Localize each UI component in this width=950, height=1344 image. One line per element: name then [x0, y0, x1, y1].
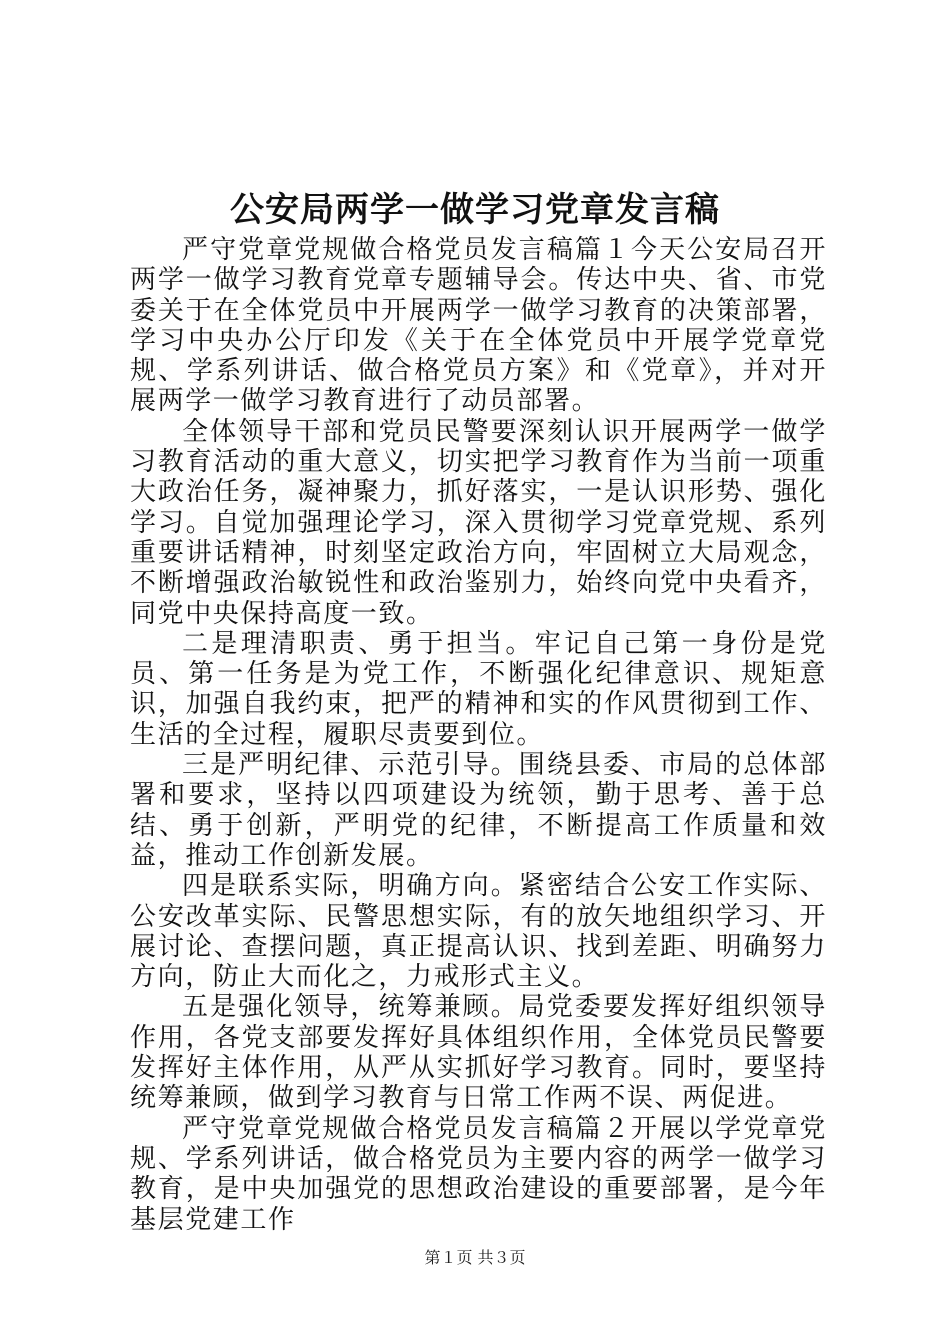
paragraph-5: 四是联系实际，明确方向。紧密结合公安工作实际、公安改革实际、民警思想实际，有的放矢地组织学习、开展讨论、查摆问题，真正提高认识、找到差距、明确努力方向，防止大而化之，力戒形式主义。: [130, 871, 827, 993]
document-body: [130, 235, 827, 1235]
document-title: 公安局两学一做学习党章发言稿: [230, 190, 720, 230]
paragraph-7: 严守党章党规做合格党员发言稿篇２开展以学党章党规、学系列讲话，做合格党员为主要内容的两学一做学习教育，是中央加强党的思想政治建设的重要部署，是今年基层党建工作: [130, 1113, 827, 1235]
paragraph-4: 三是严明纪律、示范引导。围绕县委、市局的总体部署和要求，坚持以四项建设为统领，勤于思考、善于总结、勇于创新，严明党的纪律，不断提高工作质量和效益，推动工作创新发展。: [130, 750, 827, 871]
paragraph-6: 五是强化领导，统筹兼顾。局党委要发挥好组织领导作用，各党支部要发挥好具体组织作用，全体党员民警要发挥好主体作用，从严从实抓好学习教育。同时，要坚持统筹兼顾，做到学习教育与日常工作两不误、两促进。: [130, 992, 827, 1114]
page-number-footer: 第１页 共３页: [424, 1248, 526, 1267]
paragraph-3: 二是理清职责、勇于担当。牢记自己第一身份是党员、第一任务是为党工作，不断强化纪律意识、规矩意识，加强自我约束，把严的精神和实的作风贯彻到工作、生活的全过程，履职尽责要到位。: [130, 628, 827, 750]
paragraph-1: 严守党章党规做合格党员发言稿篇１今天公安局召开两学一做学习教育党章专题辅导会。传达中央、省、市党委关于在全体党员中开展两学一做学习教育的决策部署，学习中央办公厅印发《关于在全体党员中开展学党章党规、学系列讲话、做合格党员方案》和《党章》，并对开展两学一做学习教育进行了动员部署。: [130, 235, 827, 417]
paragraph-2: 全体领导干部和党员民警要深刻认识开展两学一做学习教育活动的重大意义，切实把学习教育作为当前一项重大政治任务，凝神聚力，抓好落实，一是认识形势、强化学习。自觉加强理论学习，深入贯彻学习党章党规、系列重要讲话精神，时刻坚定政治方向，牢固树立大局观念，不断增强政治敏锐性和政治鉴别力，始终向党中央看齐，同党中央保持高度一致。: [130, 416, 827, 629]
